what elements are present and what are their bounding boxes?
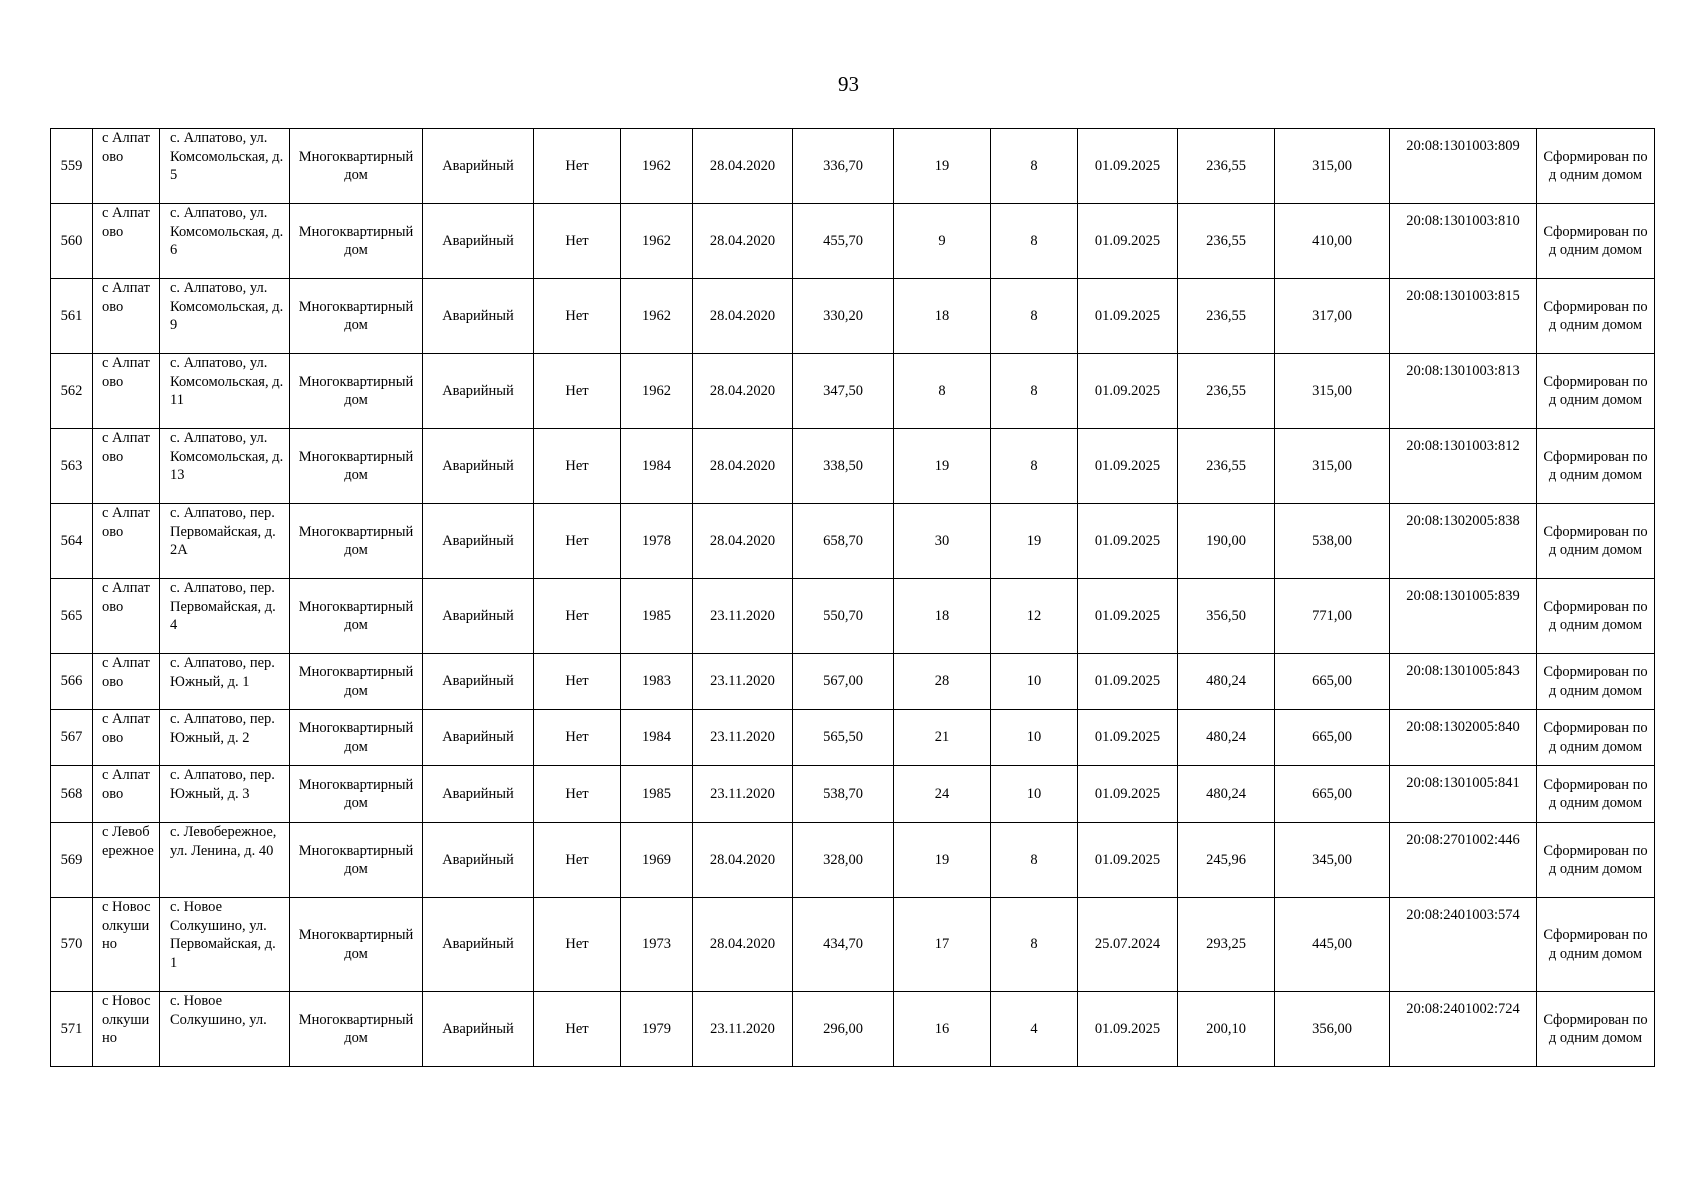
table-row <box>51 654 1655 710</box>
year-cell: 1979 <box>621 992 693 1067</box>
row-number-cell: 559 <box>51 129 93 204</box>
units-cell: 8 <box>991 429 1078 504</box>
price-cell: 480,24 <box>1178 766 1275 823</box>
note-cell: Сформирован под одним домом <box>1537 992 1655 1067</box>
date-cell: 28.04.2020 <box>693 504 793 579</box>
units-cell: 8 <box>991 279 1078 354</box>
units-cell: 8 <box>991 823 1078 898</box>
locality-cell: с Левобережное <box>93 823 160 898</box>
note-cell: Сформирован под одним домом <box>1537 279 1655 354</box>
table-row <box>51 429 1655 504</box>
date-cell: 28.04.2020 <box>693 204 793 279</box>
date-cell: 28.04.2020 <box>693 279 793 354</box>
year-cell: 1985 <box>621 579 693 654</box>
status-cell: Аварийный <box>423 429 534 504</box>
table-row <box>51 579 1655 654</box>
row-number-cell: 561 <box>51 279 93 354</box>
locality-cell: с Новосолкушино <box>93 898 160 992</box>
year-cell: 1962 <box>621 204 693 279</box>
address-cell: с. Левобережное, ул. Ленина, д. 40 <box>160 823 290 898</box>
cadastral-cell: 20:08:1301003:813 <box>1390 354 1537 429</box>
flag-cell: Нет <box>534 429 621 504</box>
page-number: 93 <box>838 72 859 96</box>
cadastral-cell: 20:08:2401002:724 <box>1390 992 1537 1067</box>
address-cell: с. Новое Солкушино, ул. Первомайская, д. 1 <box>160 898 290 992</box>
note-cell: Сформирован под одним домом <box>1537 766 1655 823</box>
year-cell: 1984 <box>621 710 693 766</box>
residents-cell: 9 <box>894 204 991 279</box>
address-cell: с. Новое Солкушино, ул. <box>160 992 290 1067</box>
status-cell: Аварийный <box>423 992 534 1067</box>
status-cell: Аварийный <box>423 898 534 992</box>
date-cell: 23.11.2020 <box>693 710 793 766</box>
deadline-cell: 01.09.2025 <box>1078 654 1178 710</box>
area2-cell: 315,00 <box>1275 129 1390 204</box>
flag-cell: Нет <box>534 279 621 354</box>
area2-cell: 345,00 <box>1275 823 1390 898</box>
row-number-cell: 562 <box>51 354 93 429</box>
area-cell: 296,00 <box>793 992 894 1067</box>
type-cell: Многоквартирный дом <box>290 654 423 710</box>
residents-cell: 24 <box>894 766 991 823</box>
status-cell: Аварийный <box>423 504 534 579</box>
price-cell: 245,96 <box>1178 823 1275 898</box>
flag-cell: Нет <box>534 654 621 710</box>
locality-cell: с Алпатово <box>93 129 160 204</box>
table-row <box>51 823 1655 898</box>
flag-cell: Нет <box>534 992 621 1067</box>
note-cell: Сформирован под одним домом <box>1537 898 1655 992</box>
deadline-cell: 01.09.2025 <box>1078 823 1178 898</box>
locality-cell: с Алпатово <box>93 504 160 579</box>
area2-cell: 771,00 <box>1275 579 1390 654</box>
address-cell: с. Алпатово, пер. Южный, д. 3 <box>160 766 290 823</box>
type-cell: Многоквартирный дом <box>290 898 423 992</box>
units-cell: 10 <box>991 766 1078 823</box>
row-number-cell: 564 <box>51 504 93 579</box>
cadastral-cell: 20:08:1301005:839 <box>1390 579 1537 654</box>
cadastral-cell: 20:08:1301003:812 <box>1390 429 1537 504</box>
cadastral-cell: 20:08:2701002:446 <box>1390 823 1537 898</box>
residents-cell: 17 <box>894 898 991 992</box>
area2-cell: 410,00 <box>1275 204 1390 279</box>
flag-cell: Нет <box>534 204 621 279</box>
units-cell: 10 <box>991 654 1078 710</box>
status-cell: Аварийный <box>423 129 534 204</box>
flag-cell: Нет <box>534 129 621 204</box>
area-cell: 567,00 <box>793 654 894 710</box>
row-number-cell: 560 <box>51 204 93 279</box>
cadastral-cell: 20:08:1301003:810 <box>1390 204 1537 279</box>
status-cell: Аварийный <box>423 579 534 654</box>
area2-cell: 356,00 <box>1275 992 1390 1067</box>
date-cell: 23.11.2020 <box>693 766 793 823</box>
note-cell: Сформирован под одним домом <box>1537 204 1655 279</box>
type-cell: Многоквартирный дом <box>290 504 423 579</box>
date-cell: 23.11.2020 <box>693 992 793 1067</box>
note-cell: Сформирован под одним домом <box>1537 823 1655 898</box>
area-cell: 550,70 <box>793 579 894 654</box>
price-cell: 236,55 <box>1178 129 1275 204</box>
area-cell: 328,00 <box>793 823 894 898</box>
price-cell: 236,55 <box>1178 279 1275 354</box>
cadastral-cell: 20:08:1301003:809 <box>1390 129 1537 204</box>
area2-cell: 315,00 <box>1275 354 1390 429</box>
deadline-cell: 01.09.2025 <box>1078 279 1178 354</box>
address-cell: с. Алпатово, пер. Южный, д. 2 <box>160 710 290 766</box>
status-cell: Аварийный <box>423 710 534 766</box>
table-row <box>51 204 1655 279</box>
year-cell: 1962 <box>621 279 693 354</box>
area2-cell: 665,00 <box>1275 654 1390 710</box>
area-cell: 455,70 <box>793 204 894 279</box>
date-cell: 23.11.2020 <box>693 579 793 654</box>
units-cell: 8 <box>991 898 1078 992</box>
year-cell: 1973 <box>621 898 693 992</box>
type-cell: Многоквартирный дом <box>290 204 423 279</box>
note-cell: Сформирован под одним домом <box>1537 579 1655 654</box>
type-cell: Многоквартирный дом <box>290 710 423 766</box>
area2-cell: 665,00 <box>1275 710 1390 766</box>
row-number-cell: 569 <box>51 823 93 898</box>
residents-cell: 18 <box>894 279 991 354</box>
row-number-cell: 570 <box>51 898 93 992</box>
address-cell: с. Алпатово, ул. Комсомольская, д. 9 <box>160 279 290 354</box>
residents-cell: 19 <box>894 823 991 898</box>
note-cell: Сформирован под одним домом <box>1537 354 1655 429</box>
units-cell: 8 <box>991 354 1078 429</box>
row-number-cell: 565 <box>51 579 93 654</box>
row-number-cell: 568 <box>51 766 93 823</box>
table-row <box>51 898 1655 992</box>
units-cell: 12 <box>991 579 1078 654</box>
deadline-cell: 01.09.2025 <box>1078 129 1178 204</box>
address-cell: с. Алпатово, пер. Первомайская, д. 2А <box>160 504 290 579</box>
note-cell: Сформирован под одним домом <box>1537 654 1655 710</box>
flag-cell: Нет <box>534 766 621 823</box>
year-cell: 1985 <box>621 766 693 823</box>
residents-cell: 30 <box>894 504 991 579</box>
type-cell: Многоквартирный дом <box>290 354 423 429</box>
table-row <box>51 992 1655 1067</box>
area2-cell: 538,00 <box>1275 504 1390 579</box>
table-row <box>51 504 1655 579</box>
deadline-cell: 01.09.2025 <box>1078 710 1178 766</box>
price-cell: 236,55 <box>1178 204 1275 279</box>
locality-cell: с Алпатово <box>93 429 160 504</box>
address-cell: с. Алпатово, ул. Комсомольская, д. 13 <box>160 429 290 504</box>
note-cell: Сформирован под одним домом <box>1537 429 1655 504</box>
date-cell: 28.04.2020 <box>693 129 793 204</box>
table-row <box>51 279 1655 354</box>
type-cell: Многоквартирный дом <box>290 129 423 204</box>
deadline-cell: 01.09.2025 <box>1078 354 1178 429</box>
price-cell: 480,24 <box>1178 654 1275 710</box>
type-cell: Многоквартирный дом <box>290 992 423 1067</box>
cadastral-cell: 20:08:2401003:574 <box>1390 898 1537 992</box>
area-cell: 330,20 <box>793 279 894 354</box>
residents-cell: 28 <box>894 654 991 710</box>
row-number-cell: 563 <box>51 429 93 504</box>
address-cell: с. Алпатово, ул. Комсомольская, д. 6 <box>160 204 290 279</box>
units-cell: 8 <box>991 204 1078 279</box>
table-row <box>51 766 1655 823</box>
units-cell: 19 <box>991 504 1078 579</box>
year-cell: 1969 <box>621 823 693 898</box>
locality-cell: с Алпатово <box>93 710 160 766</box>
residents-cell: 8 <box>894 354 991 429</box>
address-cell: с. Алпатово, пер. Первомайская, д. 4 <box>160 579 290 654</box>
area-cell: 347,50 <box>793 354 894 429</box>
area-cell: 565,50 <box>793 710 894 766</box>
deadline-cell: 01.09.2025 <box>1078 766 1178 823</box>
date-cell: 28.04.2020 <box>693 898 793 992</box>
deadline-cell: 01.09.2025 <box>1078 204 1178 279</box>
type-cell: Многоквартирный дом <box>290 429 423 504</box>
deadline-cell: 01.09.2025 <box>1078 579 1178 654</box>
flag-cell: Нет <box>534 710 621 766</box>
status-cell: Аварийный <box>423 654 534 710</box>
locality-cell: с Алпатово <box>93 354 160 429</box>
residents-cell: 19 <box>894 129 991 204</box>
price-cell: 236,55 <box>1178 429 1275 504</box>
row-number-cell: 567 <box>51 710 93 766</box>
cadastral-cell: 20:08:1302005:840 <box>1390 710 1537 766</box>
year-cell: 1984 <box>621 429 693 504</box>
note-cell: Сформирован под одним домом <box>1537 504 1655 579</box>
address-cell: с. Алпатово, ул. Комсомольская, д. 5 <box>160 129 290 204</box>
deadline-cell: 01.09.2025 <box>1078 504 1178 579</box>
row-number-cell: 566 <box>51 654 93 710</box>
year-cell: 1983 <box>621 654 693 710</box>
table-row <box>51 354 1655 429</box>
locality-cell: с Алпатово <box>93 579 160 654</box>
deadline-cell: 01.09.2025 <box>1078 992 1178 1067</box>
date-cell: 28.04.2020 <box>693 354 793 429</box>
cadastral-cell: 20:08:1301005:841 <box>1390 766 1537 823</box>
type-cell: Многоквартирный дом <box>290 279 423 354</box>
price-cell: 293,25 <box>1178 898 1275 992</box>
deadline-cell: 01.09.2025 <box>1078 429 1178 504</box>
table-row <box>51 129 1655 204</box>
price-cell: 236,55 <box>1178 354 1275 429</box>
price-cell: 480,24 <box>1178 710 1275 766</box>
year-cell: 1962 <box>621 129 693 204</box>
price-cell: 190,00 <box>1178 504 1275 579</box>
status-cell: Аварийный <box>423 279 534 354</box>
locality-cell: с Алпатово <box>93 766 160 823</box>
status-cell: Аварийный <box>423 823 534 898</box>
note-cell: Сформирован под одним домом <box>1537 710 1655 766</box>
cadastral-cell: 20:08:1301005:843 <box>1390 654 1537 710</box>
area-cell: 538,70 <box>793 766 894 823</box>
area-cell: 338,50 <box>793 429 894 504</box>
area-cell: 336,70 <box>793 129 894 204</box>
locality-cell: с Алпатово <box>93 654 160 710</box>
flag-cell: Нет <box>534 354 621 429</box>
status-cell: Аварийный <box>423 354 534 429</box>
date-cell: 28.04.2020 <box>693 823 793 898</box>
area-cell: 434,70 <box>793 898 894 992</box>
address-cell: с. Алпатово, ул. Комсомольская, д. 11 <box>160 354 290 429</box>
residents-cell: 21 <box>894 710 991 766</box>
table-row <box>51 710 1655 766</box>
price-cell: 200,10 <box>1178 992 1275 1067</box>
year-cell: 1962 <box>621 354 693 429</box>
residents-cell: 16 <box>894 992 991 1067</box>
units-cell: 4 <box>991 992 1078 1067</box>
type-cell: Многоквартирный дом <box>290 766 423 823</box>
flag-cell: Нет <box>534 898 621 992</box>
area2-cell: 317,00 <box>1275 279 1390 354</box>
units-cell: 8 <box>991 129 1078 204</box>
status-cell: Аварийный <box>423 204 534 279</box>
area2-cell: 665,00 <box>1275 766 1390 823</box>
date-cell: 28.04.2020 <box>693 429 793 504</box>
note-cell: Сформирован под одним домом <box>1537 129 1655 204</box>
locality-cell: с Алпатово <box>93 279 160 354</box>
price-cell: 356,50 <box>1178 579 1275 654</box>
year-cell: 1978 <box>621 504 693 579</box>
flag-cell: Нет <box>534 504 621 579</box>
deadline-cell: 25.07.2024 <box>1078 898 1178 992</box>
residents-cell: 19 <box>894 429 991 504</box>
table-body <box>51 129 1655 1067</box>
cadastral-cell: 20:08:1302005:838 <box>1390 504 1537 579</box>
area2-cell: 445,00 <box>1275 898 1390 992</box>
flag-cell: Нет <box>534 823 621 898</box>
type-cell: Многоквартирный дом <box>290 579 423 654</box>
cadastral-cell: 20:08:1301003:815 <box>1390 279 1537 354</box>
area2-cell: 315,00 <box>1275 429 1390 504</box>
locality-cell: с Новосолкушино <box>93 992 160 1067</box>
housing-registry-table <box>50 128 1655 1067</box>
residents-cell: 18 <box>894 579 991 654</box>
date-cell: 23.11.2020 <box>693 654 793 710</box>
flag-cell: Нет <box>534 579 621 654</box>
area-cell: 658,70 <box>793 504 894 579</box>
address-cell: с. Алпатово, пер. Южный, д. 1 <box>160 654 290 710</box>
row-number-cell: 571 <box>51 992 93 1067</box>
units-cell: 10 <box>991 710 1078 766</box>
locality-cell: с Алпатово <box>93 204 160 279</box>
status-cell: Аварийный <box>423 766 534 823</box>
type-cell: Многоквартирный дом <box>290 823 423 898</box>
